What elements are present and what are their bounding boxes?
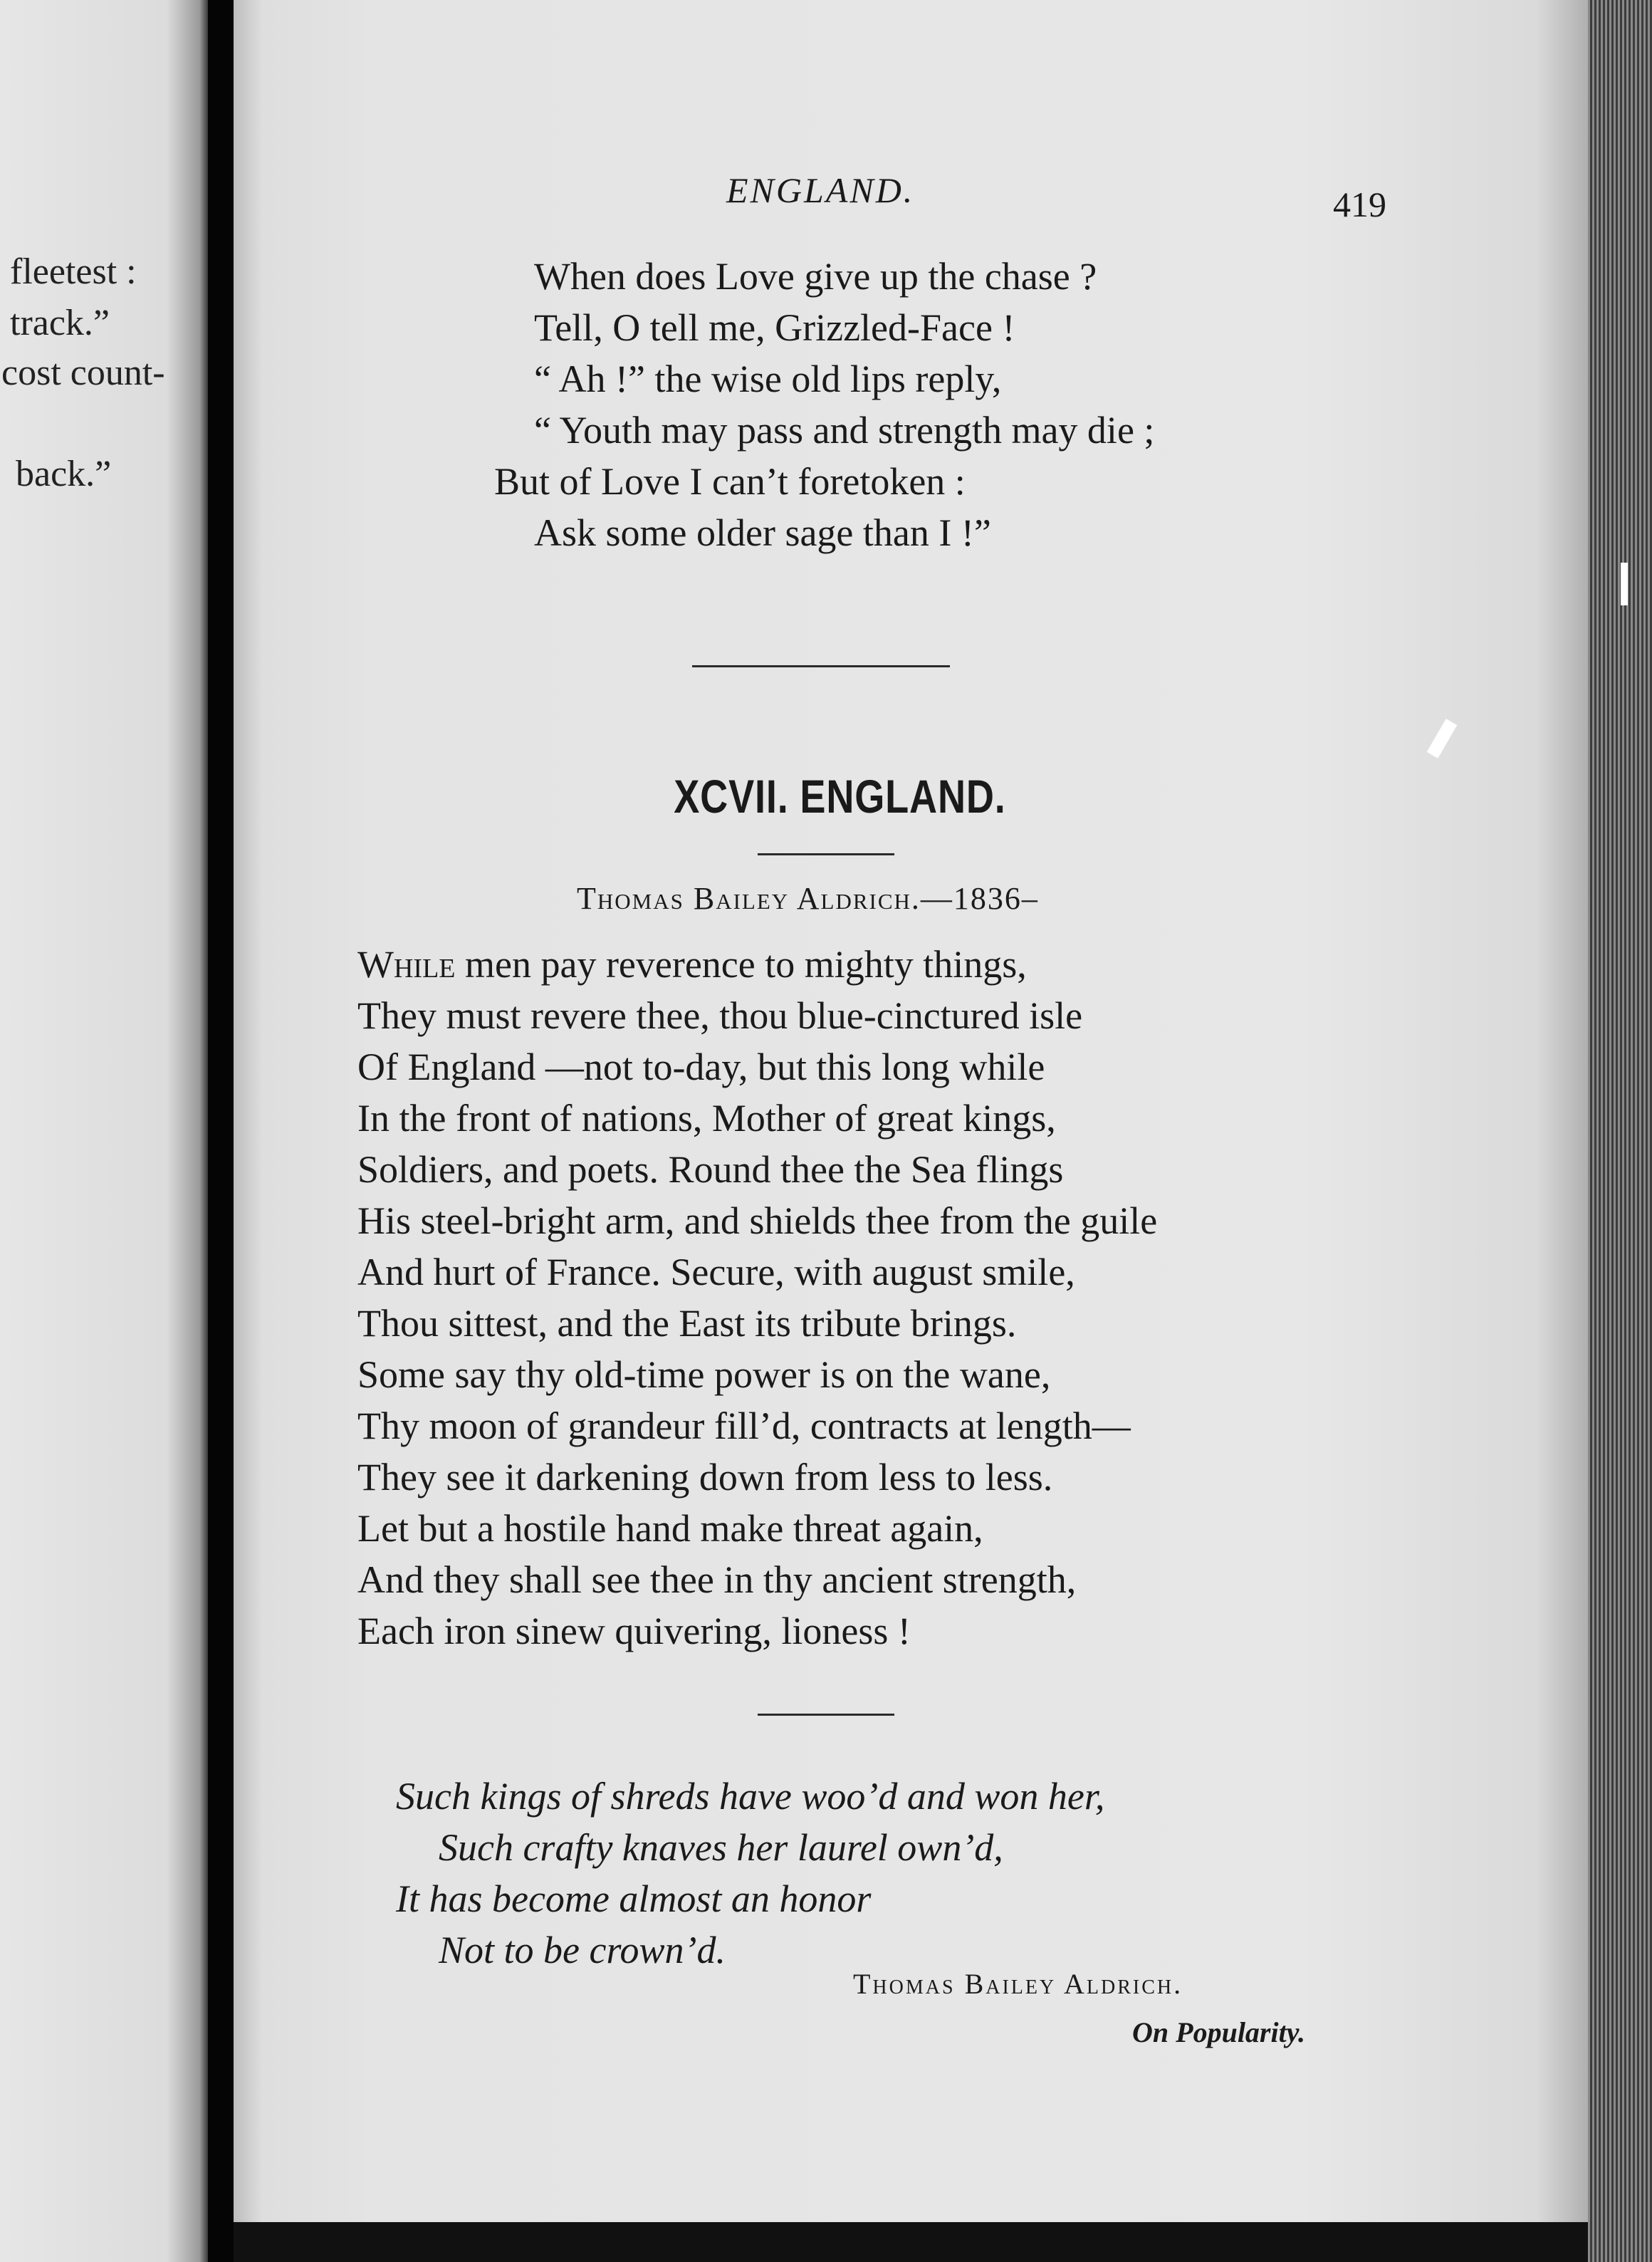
page-number: 419 [1333, 184, 1386, 224]
poem-line: They see it darkening down from less to less. [357, 1456, 1053, 1499]
previous-poem-line: But of Love I can’t foretoken : [494, 460, 966, 503]
bottom-shadow [234, 2222, 1588, 2262]
poem-line: Soldiers, and poets. Round thee the Sea flings [357, 1148, 1064, 1191]
poem-line: And hurt of France. Secure, with august smile, [357, 1251, 1075, 1293]
poem-line: Each iron sinew quivering, lioness ! [357, 1610, 911, 1652]
previous-poem-line: “ Ah !” the wise old lips reply, [534, 358, 1002, 400]
epigraph-author: Thomas Bailey Aldrich. [853, 1968, 1183, 2000]
left-fragment: fleetest : [10, 251, 137, 292]
poem-line: They must revere thee, thou blue-cinctured isle [357, 994, 1083, 1037]
previous-poem-line: Ask some older sage than I !” [534, 511, 991, 554]
left-fragment: cost count- [1, 353, 165, 393]
epigraph-source: On Popularity. [1132, 2016, 1305, 2048]
poem-line: Thou sittest, and the East its tribute brings. [357, 1302, 1017, 1345]
poem-line: His steel-bright arm, and shields thee from the guile [357, 1199, 1158, 1242]
poem-line: Of England —not to-day, but this long while [357, 1046, 1045, 1088]
epigraph-line: Not to be crown’d. [439, 1929, 726, 1971]
previous-poem-line: When does Love give up the chase ? [534, 255, 1097, 298]
poem-line: Some say thy old-time power is on the wane, [357, 1353, 1051, 1396]
first-word: While [357, 943, 456, 986]
scan-speck [1621, 563, 1628, 605]
previous-poem-line: “ Youth may pass and strength may die ; [534, 409, 1155, 452]
left-fragment: track.” [10, 303, 110, 343]
poem-line: And they shall see thee in thy ancient strength, [357, 1558, 1077, 1601]
left-fragment: back.” [16, 454, 112, 494]
section-divider [758, 1714, 894, 1716]
epigraph-line: It has become almost an honor [396, 1877, 872, 1920]
poem-line: Thy moon of grandeur fill’d, contracts at length— [357, 1404, 1131, 1447]
running-head: ENGLAND. [726, 170, 915, 210]
epigraph-line: Such kings of shreds have woo’d and won her, [396, 1775, 1105, 1818]
left-page [0, 0, 208, 2262]
poem-title: XCVII. ENGLAND. [674, 770, 1006, 823]
poem-line: Let but a hostile hand make threat again, [357, 1507, 983, 1550]
epigraph-line: Such crafty knaves her laurel own’d, [439, 1826, 1003, 1869]
poem-line: In the front of nations, Mother of great kings, [357, 1097, 1056, 1140]
previous-poem-line: Tell, O tell me, Grizzled-Face ! [534, 306, 1015, 349]
first-line-rest: men pay reverence to mighty things, [455, 943, 1027, 986]
title-rule [758, 853, 894, 855]
section-divider [692, 665, 950, 667]
poem-line [357, 939, 1027, 990]
page-edges [1588, 0, 1652, 2262]
poem-author: Thomas Bailey Aldrich.—1836– [577, 881, 1039, 916]
book-gutter [208, 0, 234, 2262]
